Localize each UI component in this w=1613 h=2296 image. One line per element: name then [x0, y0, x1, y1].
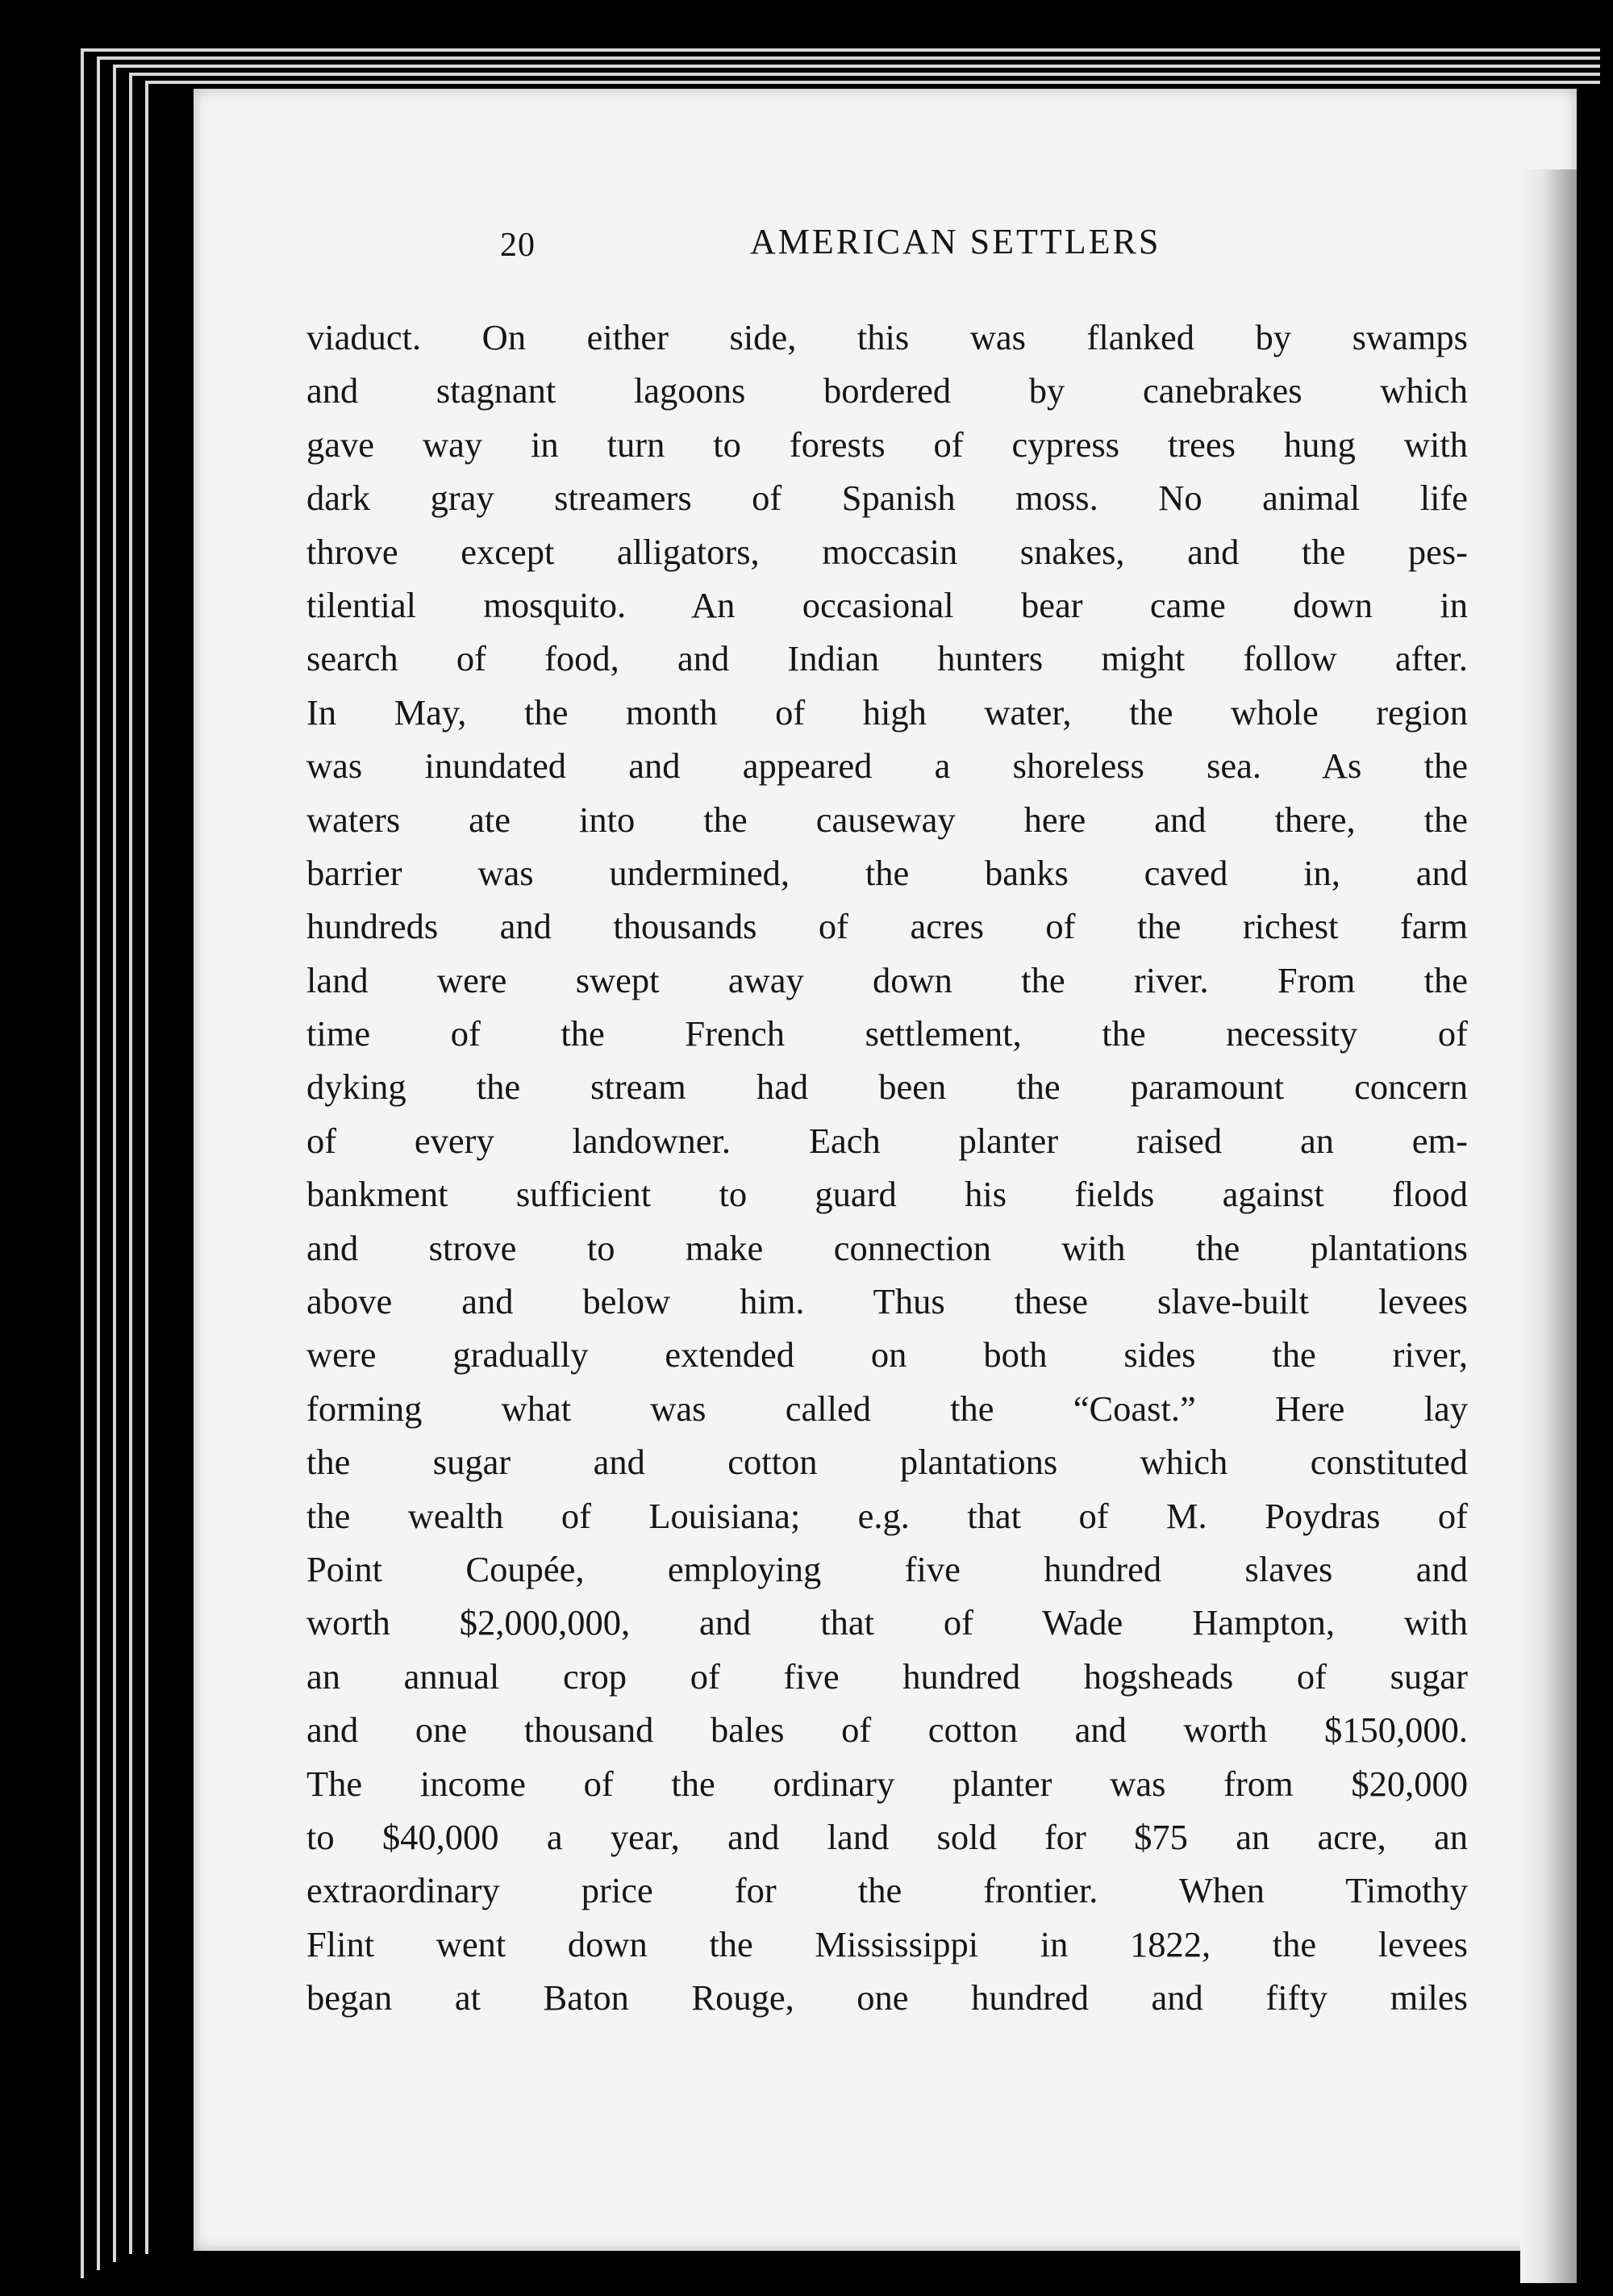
text-line: dyking the stream had been the paramount concern: [306, 1067, 1468, 1108]
text-line: bankment sufficient to guard his fields against flood: [306, 1174, 1468, 1215]
text-line: gave way in turn to forests of cypress trees hung with: [306, 424, 1468, 465]
text-line: dark gray streamers of Spanish moss. No animal life: [306, 478, 1468, 519]
text-line: were gradually extended on both sides the river,: [306, 1334, 1468, 1376]
text-line: hundreds and thousands of acres of the richest farm: [306, 906, 1468, 947]
text-line: began at Baton Rouge, one hundred and fifty miles: [306, 1977, 1468, 2018]
text-line: Flint went down the Mississippi in 1822, the levees: [306, 1923, 1468, 1964]
text-line: barrier was undermined, the banks caved in, and: [306, 852, 1468, 893]
text-line: above and below him. Thus these slave-built levees: [306, 1281, 1468, 1322]
text-line: and stagnant lagoons bordered by canebrakes which: [306, 370, 1468, 411]
text-line: worth $2,000,000, and that of Wade Hampton, with: [306, 1602, 1468, 1643]
running-head-title: AMERICAN SETTLERS: [750, 222, 1161, 261]
text-line: search of food, and Indian hunters might follow after.: [306, 638, 1468, 679]
text-line: viaduct. On either side, this was flanked by swamps: [306, 317, 1468, 357]
body-text: [306, 311, 1468, 2025]
text-line: In May, the month of high water, the whole region: [306, 691, 1468, 733]
text-line: throve except alligators, moccasin snakes, and the pes-: [306, 531, 1468, 572]
text-line: waters ate into the causeway here and there, the: [306, 799, 1468, 840]
text-line: the wealth of Louisiana; e.g. that of M. Poydras of: [306, 1495, 1468, 1536]
text-line: Point Coupée, employing five hundred slaves and: [306, 1548, 1468, 1589]
text-line: tilential mosquito. An occasional bear came down in: [306, 584, 1468, 625]
text-line: of every landowner. Each planter raised an em-: [306, 1120, 1468, 1161]
text-line: The income of the ordinary planter was from $20,000: [306, 1763, 1468, 1804]
text-line: an annual crop of five hundred hogsheads of sugar: [306, 1655, 1468, 1697]
text-line: and one thousand bales of cotton and worth $150,000.: [306, 1709, 1468, 1751]
text-line: forming what was called the “Coast.” Here lay: [306, 1388, 1468, 1429]
text-line: and strove to make connection with the plantations: [306, 1227, 1468, 1268]
text-line: land were swept away down the river. From the: [306, 959, 1468, 1000]
page-gutter-shadow: [1520, 169, 1577, 2283]
running-head: [306, 222, 1476, 274]
page-number: 20: [500, 227, 536, 264]
text-line: the sugar and cotton plantations which constituted: [306, 1442, 1468, 1483]
text-line: extraordinary price for the frontier. When Timothy: [306, 1870, 1468, 1911]
text-line: to $40,000 a year, and land sold for $75 an acre, an: [306, 1816, 1468, 1857]
text-line: was inundated and appeared a shoreless sea. As the: [306, 745, 1468, 787]
text-line: time of the French settlement, the necessity of: [306, 1013, 1468, 1054]
